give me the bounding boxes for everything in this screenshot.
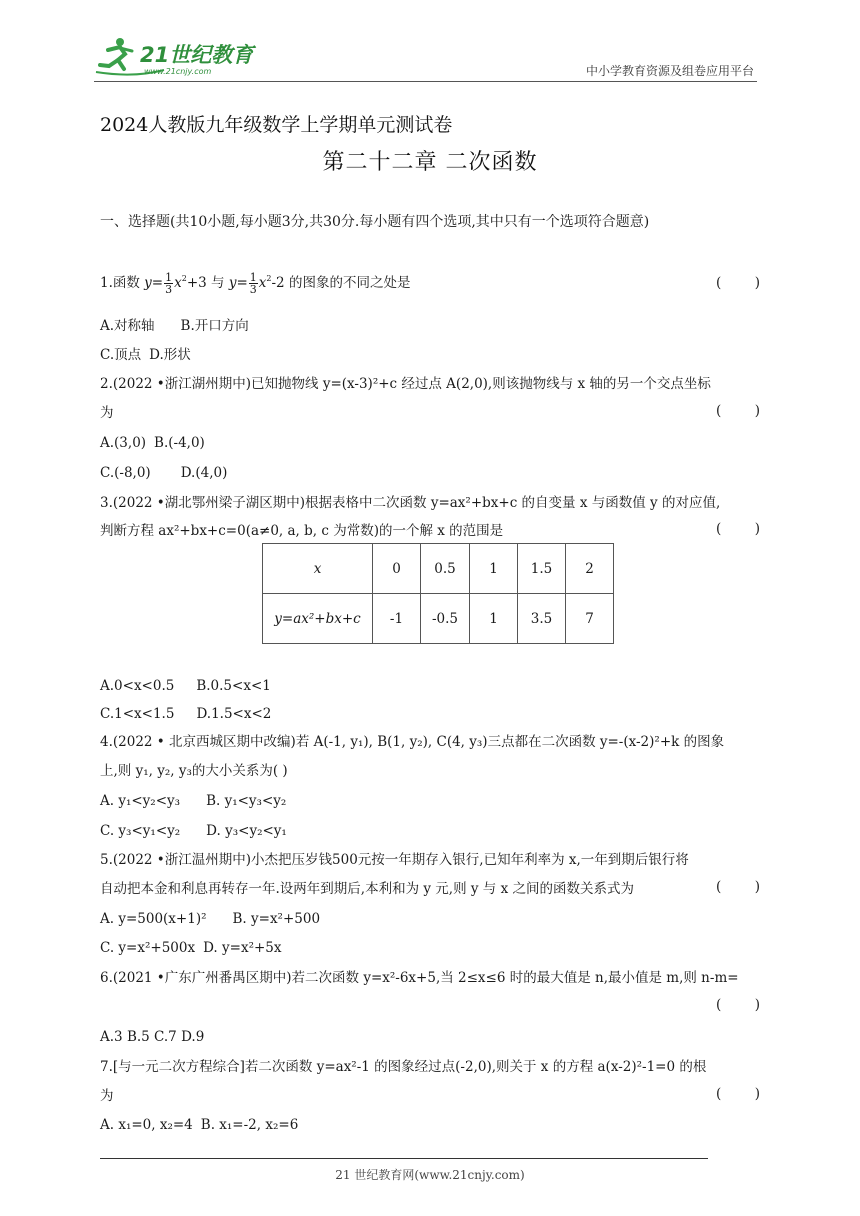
table-cell: 0.5 [421, 544, 470, 594]
answer-blank: ( ) [716, 275, 760, 291]
platform-name: 中小学教育资源及组卷应用平台 [585, 64, 754, 78]
fraction: $\frac{1}{3}$ [165, 271, 173, 296]
question-6: 6.(2021 •广东广州番禺区期中)若二次函数 y=x²-6x+5,当 2≤x≤6 时的最大值是 n,最小值是 m,则 n-m= [100, 970, 739, 986]
option-row: A.3 B.5 C.7 D.9 [100, 1029, 205, 1045]
option-row: A. y₁<y₂<y₃ B. y₁<y₃<y₂ [100, 793, 287, 809]
section-heading: 一、选择题(共10小题,每小题3分,共30分.每小题有四个选项,其中只有一个选项符合题意) [100, 214, 650, 230]
table-row [263, 544, 614, 594]
table-cell: 1 [470, 544, 518, 594]
question-7: 7.[与一元二次方程综合]若二次函数 y=ax²-1 的图象经过点(-2,0),则关于 x 的方程 a(x-2)²-1=0 的根 [100, 1059, 707, 1075]
question-5-cont: 自动把本金和利息再转存一年.设两年到期后,本利和为 y 元,则 y 与 x 之间的函数关系式为 [100, 881, 634, 897]
site-logo [94, 36, 264, 78]
option-row: A.0<x<0.5 B.0.5<x<1 [100, 678, 271, 694]
option-row: C.顶点 D.形状 [100, 347, 191, 363]
answer-blank: ( ) [716, 521, 760, 537]
table-row [263, 594, 614, 644]
answer-blank: ( ) [716, 1086, 760, 1102]
option-row: C.(-8,0) D.(4,0) [100, 465, 228, 481]
answer-blank: ( ) [716, 403, 760, 419]
table-cell: 1 [470, 594, 518, 644]
question-1: 1.函数 y= $\frac{1}{3}$ $x^2+3$ 与 y= $\frac{1}{3}$ $x^2-2$ 的图象的不同之处是 [100, 271, 411, 296]
answer-blank: ( ) [716, 997, 760, 1013]
table-cell: 1.5 [518, 544, 566, 594]
table-cell: -1 [373, 594, 421, 644]
question-3: 3.(2022 •湖北鄂州梁子湖区期中)根据表格中二次函数 y=ax²+bx+c 的自变量 x 与函数值 y 的对应值, [100, 495, 721, 511]
footer-divider [100, 1158, 708, 1159]
option-row: A.(3,0) B.(-4,0) [100, 435, 205, 451]
question-3-cont: 判断方程 ax²+bx+c=0(a≠0, a, b, c 为常数)的一个解 x 的范围是 [100, 523, 504, 539]
answer-blank: ( ) [716, 879, 760, 895]
row-label-x: x [263, 544, 373, 594]
question-2-cont: 为 [100, 405, 114, 421]
option-row: C. y₃<y₁<y₂ D. y₃<y₂<y₁ [100, 823, 287, 839]
table-cell: 0 [373, 544, 421, 594]
fraction: $\frac{1}{3}$ [249, 271, 257, 296]
row-label-y: y=ax²+bx+c [263, 594, 373, 644]
header-divider [94, 81, 757, 82]
value-table [262, 543, 614, 644]
table-cell: 7 [566, 594, 614, 644]
svg-text:www.21cnjy.com: www.21cnjy.com [144, 67, 212, 76]
table-cell: -0.5 [421, 594, 470, 644]
option-row: A. y=500(x+1)² B. y=x²+500 [100, 911, 321, 927]
document-title: 2024人教版九年级数学上学期单元测试卷 [100, 114, 453, 136]
table-cell: 2 [566, 544, 614, 594]
question-5: 5.(2022 •浙江温州期中)小杰把压岁钱500元按一年期存入银行,已知年利率为 x,一年到期后银行将 [100, 852, 689, 868]
option-row: A. x₁=0, x₂=4 B. x₁=-2, x₂=6 [100, 1117, 299, 1133]
option-row: A.对称轴 B.开口方向 [100, 318, 249, 334]
table-cell: 3.5 [518, 594, 566, 644]
svg-text:21世纪教育: 21世纪教育 [140, 43, 254, 67]
question-2: 2.(2022 •浙江湖州期中)已知抛物线 y=(x-3)²+c 经过点 A(2,0),则该抛物线与 x 轴的另一个交点坐标 [100, 376, 711, 392]
question-4-cont: 上,则 y₁, y₂, y₃的大小关系为( ) [100, 763, 288, 779]
footer-text: 21 世纪教育网(www.21cnjy.com) [335, 1168, 525, 1182]
chapter-title: 第二十二章 二次函数 [322, 150, 538, 175]
question-4: 4.(2022 • 北京西城区期中改编)若 A(-1, y₁), B(1, y₂), C(4, y₃)三点都在二次函数 y=-(x-2)²+k 的图象 [100, 734, 725, 750]
option-row: C. y=x²+500x D. y=x²+5x [100, 940, 282, 956]
question-7-cont: 为 [100, 1088, 114, 1104]
option-row: C.1<x<1.5 D.1.5<x<2 [100, 706, 272, 722]
